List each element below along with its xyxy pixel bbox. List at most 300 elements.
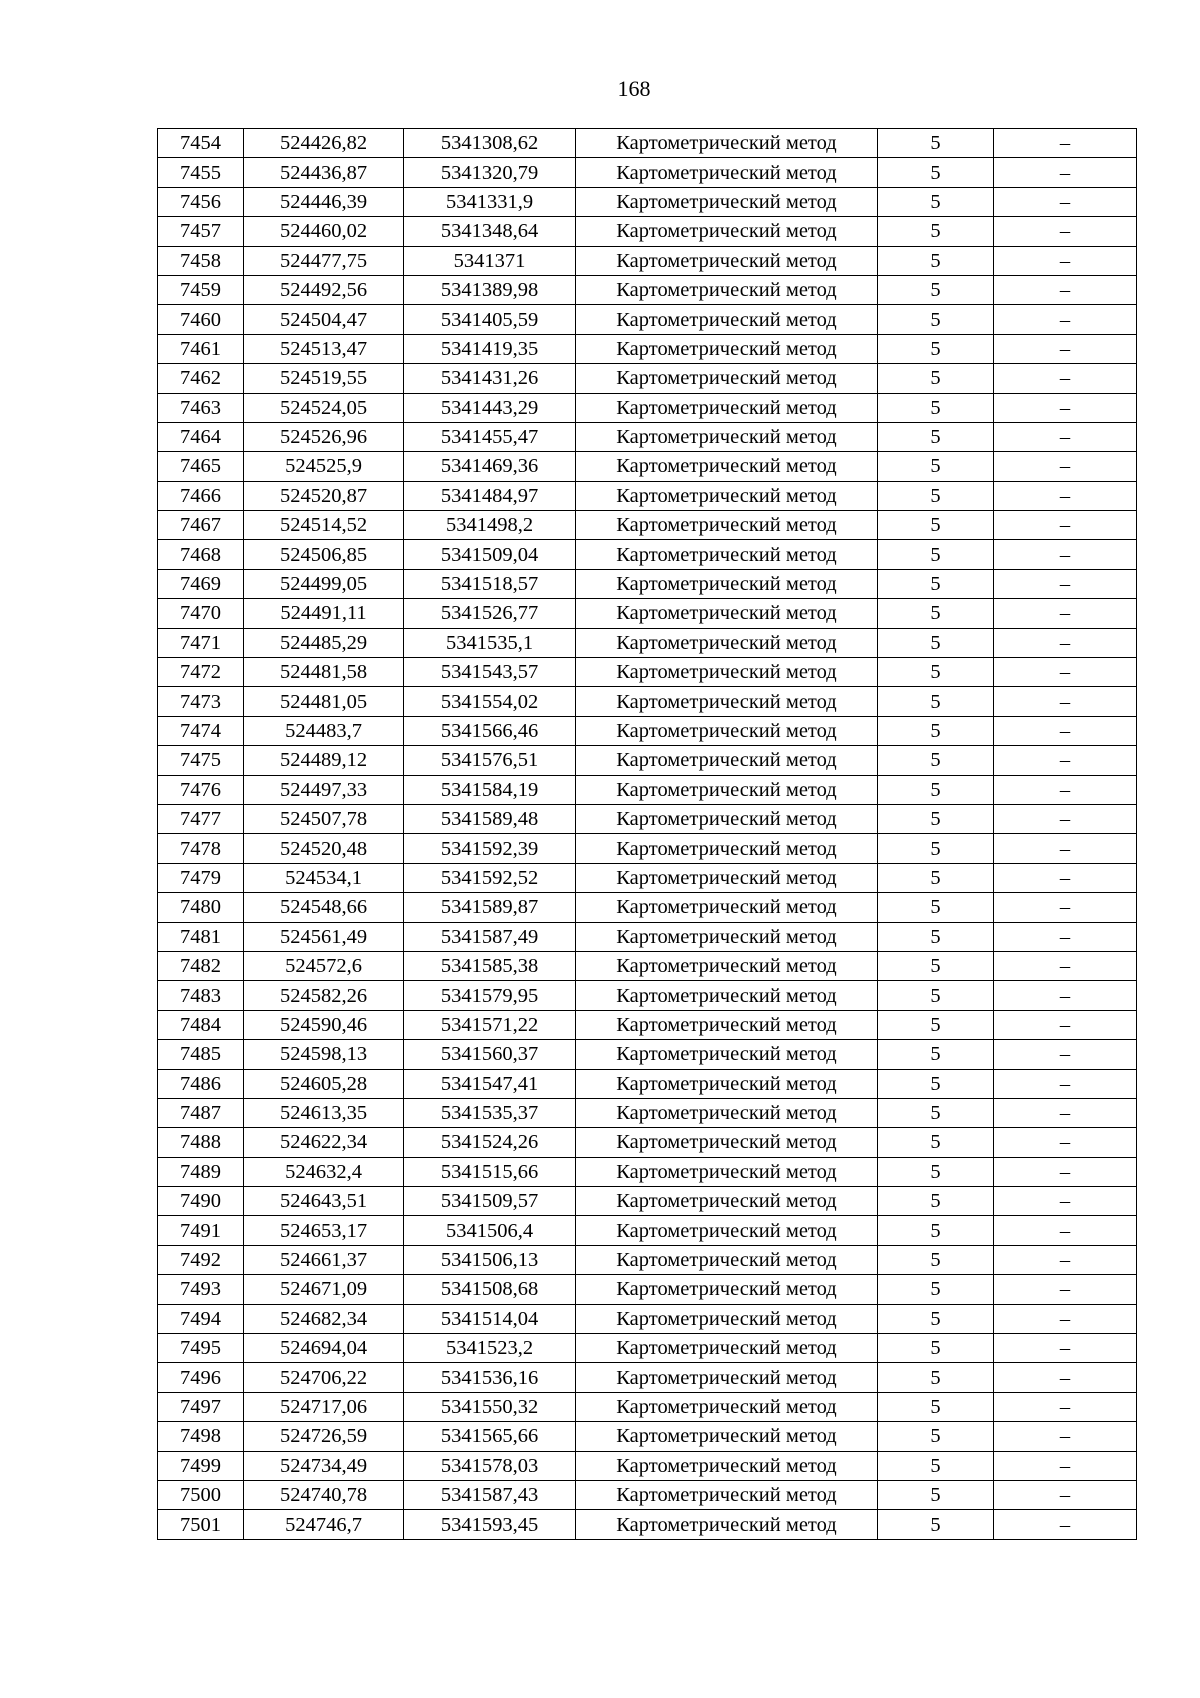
point-number-cell: 7469 xyxy=(158,569,244,598)
y-coordinate-cell: 5341535,37 xyxy=(404,1098,576,1127)
x-coordinate-cell: 524534,1 xyxy=(244,863,404,892)
precision-cell: 5 xyxy=(878,1275,994,1304)
point-number-cell: 7461 xyxy=(158,334,244,363)
note-cell: – xyxy=(994,1304,1137,1333)
y-coordinate-cell: 5341498,2 xyxy=(404,511,576,540)
method-cell: Картометрический метод xyxy=(576,1451,878,1480)
x-coordinate-cell: 524746,7 xyxy=(244,1510,404,1539)
x-coordinate-cell: 524519,55 xyxy=(244,364,404,393)
note-cell: – xyxy=(994,658,1137,687)
note-cell: – xyxy=(994,129,1137,158)
precision-cell: 5 xyxy=(878,1245,994,1274)
coordinates-table xyxy=(157,128,1137,1540)
x-coordinate-cell: 524582,26 xyxy=(244,981,404,1010)
x-coordinate-cell: 524726,59 xyxy=(244,1422,404,1451)
method-cell: Картометрический метод xyxy=(576,1128,878,1157)
method-cell: Картометрический метод xyxy=(576,599,878,628)
precision-cell: 5 xyxy=(878,129,994,158)
precision-cell: 5 xyxy=(878,863,994,892)
precision-cell: 5 xyxy=(878,305,994,334)
precision-cell: 5 xyxy=(878,481,994,510)
method-cell: Картометрический метод xyxy=(576,158,878,187)
y-coordinate-cell: 5341506,4 xyxy=(404,1216,576,1245)
table-row xyxy=(158,540,1137,569)
note-cell: – xyxy=(994,775,1137,804)
x-coordinate-cell: 524460,02 xyxy=(244,217,404,246)
precision-cell: 5 xyxy=(878,1010,994,1039)
method-cell: Картометрический метод xyxy=(576,1363,878,1392)
note-cell: – xyxy=(994,1098,1137,1127)
x-coordinate-cell: 524734,49 xyxy=(244,1451,404,1480)
method-cell: Картометрический метод xyxy=(576,1069,878,1098)
precision-cell: 5 xyxy=(878,158,994,187)
note-cell: – xyxy=(994,1510,1137,1539)
x-coordinate-cell: 524426,82 xyxy=(244,129,404,158)
precision-cell: 5 xyxy=(878,393,994,422)
precision-cell: 5 xyxy=(878,834,994,863)
precision-cell: 5 xyxy=(878,569,994,598)
y-coordinate-cell: 5341484,97 xyxy=(404,481,576,510)
x-coordinate-cell: 524605,28 xyxy=(244,1069,404,1098)
table-row xyxy=(158,187,1137,216)
table-row xyxy=(158,716,1137,745)
x-coordinate-cell: 524524,05 xyxy=(244,393,404,422)
precision-cell: 5 xyxy=(878,1451,994,1480)
x-coordinate-cell: 524590,46 xyxy=(244,1010,404,1039)
table-row xyxy=(158,1069,1137,1098)
table-row xyxy=(158,628,1137,657)
table-row xyxy=(158,364,1137,393)
precision-cell: 5 xyxy=(878,951,994,980)
x-coordinate-cell: 524492,56 xyxy=(244,275,404,304)
y-coordinate-cell: 5341589,48 xyxy=(404,804,576,833)
y-coordinate-cell: 5341587,49 xyxy=(404,922,576,951)
precision-cell: 5 xyxy=(878,1187,994,1216)
table-row xyxy=(158,1157,1137,1186)
table-row xyxy=(158,1216,1137,1245)
point-number-cell: 7496 xyxy=(158,1363,244,1392)
method-cell: Картометрический метод xyxy=(576,746,878,775)
note-cell: – xyxy=(994,1451,1137,1480)
y-coordinate-cell: 5341526,77 xyxy=(404,599,576,628)
table-row xyxy=(158,481,1137,510)
note-cell: – xyxy=(994,217,1137,246)
precision-cell: 5 xyxy=(878,599,994,628)
method-cell: Картометрический метод xyxy=(576,893,878,922)
point-number-cell: 7470 xyxy=(158,599,244,628)
point-number-cell: 7487 xyxy=(158,1098,244,1127)
precision-cell: 5 xyxy=(878,246,994,275)
table-row xyxy=(158,217,1137,246)
x-coordinate-cell: 524520,87 xyxy=(244,481,404,510)
note-cell: – xyxy=(994,1480,1137,1509)
x-coordinate-cell: 524514,52 xyxy=(244,511,404,540)
y-coordinate-cell: 5341419,35 xyxy=(404,334,576,363)
note-cell: – xyxy=(994,1422,1137,1451)
note-cell: – xyxy=(994,981,1137,1010)
y-coordinate-cell: 5341509,04 xyxy=(404,540,576,569)
y-coordinate-cell: 5341514,04 xyxy=(404,1304,576,1333)
x-coordinate-cell: 524491,11 xyxy=(244,599,404,628)
precision-cell: 5 xyxy=(878,893,994,922)
precision-cell: 5 xyxy=(878,804,994,833)
note-cell: – xyxy=(994,1245,1137,1274)
point-number-cell: 7501 xyxy=(158,1510,244,1539)
x-coordinate-cell: 524613,35 xyxy=(244,1098,404,1127)
x-coordinate-cell: 524446,39 xyxy=(244,187,404,216)
table-row xyxy=(158,246,1137,275)
point-number-cell: 7491 xyxy=(158,1216,244,1245)
table-row xyxy=(158,1363,1137,1392)
precision-cell: 5 xyxy=(878,187,994,216)
x-coordinate-cell: 524497,33 xyxy=(244,775,404,804)
point-number-cell: 7478 xyxy=(158,834,244,863)
precision-cell: 5 xyxy=(878,217,994,246)
point-number-cell: 7457 xyxy=(158,217,244,246)
point-number-cell: 7494 xyxy=(158,1304,244,1333)
note-cell: – xyxy=(994,1128,1137,1157)
point-number-cell: 7483 xyxy=(158,981,244,1010)
y-coordinate-cell: 5341543,57 xyxy=(404,658,576,687)
precision-cell: 5 xyxy=(878,716,994,745)
x-coordinate-cell: 524499,05 xyxy=(244,569,404,598)
method-cell: Картометрический метод xyxy=(576,775,878,804)
method-cell: Картометрический метод xyxy=(576,1275,878,1304)
note-cell: – xyxy=(994,246,1137,275)
x-coordinate-cell: 524671,09 xyxy=(244,1275,404,1304)
note-cell: – xyxy=(994,422,1137,451)
note-cell: – xyxy=(994,1010,1137,1039)
method-cell: Картометрический метод xyxy=(576,1157,878,1186)
method-cell: Картометрический метод xyxy=(576,981,878,1010)
method-cell: Картометрический метод xyxy=(576,569,878,598)
y-coordinate-cell: 5341554,02 xyxy=(404,687,576,716)
table-row xyxy=(158,1275,1137,1304)
table-row xyxy=(158,393,1137,422)
table-row xyxy=(158,951,1137,980)
method-cell: Картометрический метод xyxy=(576,863,878,892)
precision-cell: 5 xyxy=(878,1040,994,1069)
method-cell: Картометрический метод xyxy=(576,922,878,951)
table-row xyxy=(158,422,1137,451)
point-number-cell: 7482 xyxy=(158,951,244,980)
precision-cell: 5 xyxy=(878,1098,994,1127)
method-cell: Картометрический метод xyxy=(576,1098,878,1127)
x-coordinate-cell: 524520,48 xyxy=(244,834,404,863)
method-cell: Картометрический метод xyxy=(576,246,878,275)
method-cell: Картометрический метод xyxy=(576,481,878,510)
table-row xyxy=(158,1392,1137,1421)
page-number: 168 xyxy=(617,76,651,101)
y-coordinate-cell: 5341469,36 xyxy=(404,452,576,481)
method-cell: Картометрический метод xyxy=(576,364,878,393)
y-coordinate-cell: 5341506,13 xyxy=(404,1245,576,1274)
method-cell: Картометрический метод xyxy=(576,422,878,451)
x-coordinate-cell: 524506,85 xyxy=(244,540,404,569)
x-coordinate-cell: 524481,05 xyxy=(244,687,404,716)
method-cell: Картометрический метод xyxy=(576,1422,878,1451)
table-row xyxy=(158,452,1137,481)
method-cell: Картометрический метод xyxy=(576,658,878,687)
note-cell: – xyxy=(994,540,1137,569)
x-coordinate-cell: 524598,13 xyxy=(244,1040,404,1069)
x-coordinate-cell: 524740,78 xyxy=(244,1480,404,1509)
point-number-cell: 7497 xyxy=(158,1392,244,1421)
precision-cell: 5 xyxy=(878,1157,994,1186)
note-cell: – xyxy=(994,1157,1137,1186)
precision-cell: 5 xyxy=(878,540,994,569)
table-row xyxy=(158,863,1137,892)
x-coordinate-cell: 524481,58 xyxy=(244,658,404,687)
table-row xyxy=(158,981,1137,1010)
table-row xyxy=(158,1510,1137,1539)
x-coordinate-cell: 524643,51 xyxy=(244,1187,404,1216)
y-coordinate-cell: 5341535,1 xyxy=(404,628,576,657)
y-coordinate-cell: 5341431,26 xyxy=(404,364,576,393)
point-number-cell: 7473 xyxy=(158,687,244,716)
table-row xyxy=(158,1480,1137,1509)
table-row xyxy=(158,599,1137,628)
table-row xyxy=(158,1187,1137,1216)
precision-cell: 5 xyxy=(878,1480,994,1509)
method-cell: Картометрический метод xyxy=(576,187,878,216)
point-number-cell: 7465 xyxy=(158,452,244,481)
table-row xyxy=(158,1422,1137,1451)
note-cell: – xyxy=(994,716,1137,745)
point-number-cell: 7472 xyxy=(158,658,244,687)
table-row xyxy=(158,922,1137,951)
table-row xyxy=(158,658,1137,687)
method-cell: Картометрический метод xyxy=(576,1040,878,1069)
note-cell: – xyxy=(994,1216,1137,1245)
method-cell: Картометрический метод xyxy=(576,628,878,657)
y-coordinate-cell: 5341348,64 xyxy=(404,217,576,246)
method-cell: Картометрический метод xyxy=(576,1304,878,1333)
point-number-cell: 7486 xyxy=(158,1069,244,1098)
y-coordinate-cell: 5341455,47 xyxy=(404,422,576,451)
note-cell: – xyxy=(994,1275,1137,1304)
point-number-cell: 7459 xyxy=(158,275,244,304)
note-cell: – xyxy=(994,863,1137,892)
note-cell: – xyxy=(994,628,1137,657)
note-cell: – xyxy=(994,951,1137,980)
point-number-cell: 7463 xyxy=(158,393,244,422)
precision-cell: 5 xyxy=(878,1069,994,1098)
precision-cell: 5 xyxy=(878,687,994,716)
point-number-cell: 7466 xyxy=(158,481,244,510)
table-row xyxy=(158,775,1137,804)
precision-cell: 5 xyxy=(878,1304,994,1333)
coordinates-table-body xyxy=(158,129,1137,1540)
method-cell: Картометрический метод xyxy=(576,1187,878,1216)
point-number-cell: 7488 xyxy=(158,1128,244,1157)
point-number-cell: 7460 xyxy=(158,305,244,334)
precision-cell: 5 xyxy=(878,1510,994,1539)
note-cell: – xyxy=(994,334,1137,363)
table-row xyxy=(158,129,1137,158)
note-cell: – xyxy=(994,275,1137,304)
method-cell: Картометрический метод xyxy=(576,1480,878,1509)
x-coordinate-cell: 524661,37 xyxy=(244,1245,404,1274)
table-row xyxy=(158,158,1137,187)
point-number-cell: 7454 xyxy=(158,129,244,158)
x-coordinate-cell: 524632,4 xyxy=(244,1157,404,1186)
x-coordinate-cell: 524525,9 xyxy=(244,452,404,481)
precision-cell: 5 xyxy=(878,658,994,687)
point-number-cell: 7462 xyxy=(158,364,244,393)
table-row xyxy=(158,1128,1137,1157)
method-cell: Картометрический метод xyxy=(576,334,878,363)
precision-cell: 5 xyxy=(878,1392,994,1421)
method-cell: Картометрический метод xyxy=(576,129,878,158)
x-coordinate-cell: 524706,22 xyxy=(244,1363,404,1392)
y-coordinate-cell: 5341320,79 xyxy=(404,158,576,187)
point-number-cell: 7495 xyxy=(158,1334,244,1363)
note-cell: – xyxy=(994,1069,1137,1098)
y-coordinate-cell: 5341308,62 xyxy=(404,129,576,158)
note-cell: – xyxy=(994,187,1137,216)
y-coordinate-cell: 5341585,38 xyxy=(404,951,576,980)
precision-cell: 5 xyxy=(878,334,994,363)
note-cell: – xyxy=(994,1187,1137,1216)
note-cell: – xyxy=(994,305,1137,334)
y-coordinate-cell: 5341560,37 xyxy=(404,1040,576,1069)
note-cell: – xyxy=(994,393,1137,422)
point-number-cell: 7484 xyxy=(158,1010,244,1039)
method-cell: Картометрический метод xyxy=(576,1510,878,1539)
x-coordinate-cell: 524653,17 xyxy=(244,1216,404,1245)
precision-cell: 5 xyxy=(878,922,994,951)
precision-cell: 5 xyxy=(878,628,994,657)
method-cell: Картометрический метод xyxy=(576,804,878,833)
table-row xyxy=(158,305,1137,334)
point-number-cell: 7468 xyxy=(158,540,244,569)
precision-cell: 5 xyxy=(878,275,994,304)
point-number-cell: 7475 xyxy=(158,746,244,775)
y-coordinate-cell: 5341515,66 xyxy=(404,1157,576,1186)
y-coordinate-cell: 5341518,57 xyxy=(404,569,576,598)
note-cell: – xyxy=(994,1363,1137,1392)
y-coordinate-cell: 5341443,29 xyxy=(404,393,576,422)
table-row xyxy=(158,687,1137,716)
point-number-cell: 7490 xyxy=(158,1187,244,1216)
method-cell: Картометрический метод xyxy=(576,1245,878,1274)
table-row xyxy=(158,893,1137,922)
note-cell: – xyxy=(994,599,1137,628)
y-coordinate-cell: 5341578,03 xyxy=(404,1451,576,1480)
x-coordinate-cell: 524513,47 xyxy=(244,334,404,363)
y-coordinate-cell: 5341509,57 xyxy=(404,1187,576,1216)
point-number-cell: 7458 xyxy=(158,246,244,275)
y-coordinate-cell: 5341547,41 xyxy=(404,1069,576,1098)
point-number-cell: 7481 xyxy=(158,922,244,951)
y-coordinate-cell: 5341576,51 xyxy=(404,746,576,775)
x-coordinate-cell: 524436,87 xyxy=(244,158,404,187)
point-number-cell: 7499 xyxy=(158,1451,244,1480)
method-cell: Картометрический метод xyxy=(576,716,878,745)
point-number-cell: 7456 xyxy=(158,187,244,216)
note-cell: – xyxy=(994,452,1137,481)
point-number-cell: 7477 xyxy=(158,804,244,833)
point-number-cell: 7455 xyxy=(158,158,244,187)
method-cell: Картометрический метод xyxy=(576,951,878,980)
note-cell: – xyxy=(994,1040,1137,1069)
table-row xyxy=(158,334,1137,363)
note-cell: – xyxy=(994,834,1137,863)
method-cell: Картометрический метод xyxy=(576,687,878,716)
precision-cell: 5 xyxy=(878,1128,994,1157)
y-coordinate-cell: 5341587,43 xyxy=(404,1480,576,1509)
y-coordinate-cell: 5341405,59 xyxy=(404,305,576,334)
table-row xyxy=(158,1040,1137,1069)
x-coordinate-cell: 524622,34 xyxy=(244,1128,404,1157)
precision-cell: 5 xyxy=(878,746,994,775)
y-coordinate-cell: 5341584,19 xyxy=(404,775,576,804)
y-coordinate-cell: 5341536,16 xyxy=(404,1363,576,1392)
note-cell: – xyxy=(994,893,1137,922)
precision-cell: 5 xyxy=(878,511,994,540)
table-row xyxy=(158,1010,1137,1039)
table-row xyxy=(158,1304,1137,1333)
y-coordinate-cell: 5341524,26 xyxy=(404,1128,576,1157)
note-cell: – xyxy=(994,1334,1137,1363)
precision-cell: 5 xyxy=(878,422,994,451)
point-number-cell: 7479 xyxy=(158,863,244,892)
y-coordinate-cell: 5341589,87 xyxy=(404,893,576,922)
y-coordinate-cell: 5341566,46 xyxy=(404,716,576,745)
method-cell: Картометрический метод xyxy=(576,511,878,540)
method-cell: Картометрический метод xyxy=(576,1010,878,1039)
x-coordinate-cell: 524489,12 xyxy=(244,746,404,775)
table-row xyxy=(158,275,1137,304)
point-number-cell: 7467 xyxy=(158,511,244,540)
method-cell: Картометрический метод xyxy=(576,1392,878,1421)
x-coordinate-cell: 524485,29 xyxy=(244,628,404,657)
table-row xyxy=(158,1451,1137,1480)
point-number-cell: 7480 xyxy=(158,893,244,922)
note-cell: – xyxy=(994,804,1137,833)
y-coordinate-cell: 5341593,45 xyxy=(404,1510,576,1539)
y-coordinate-cell: 5341508,68 xyxy=(404,1275,576,1304)
x-coordinate-cell: 524561,49 xyxy=(244,922,404,951)
precision-cell: 5 xyxy=(878,452,994,481)
table-row xyxy=(158,804,1137,833)
precision-cell: 5 xyxy=(878,1216,994,1245)
note-cell: – xyxy=(994,158,1137,187)
note-cell: – xyxy=(994,511,1137,540)
point-number-cell: 7485 xyxy=(158,1040,244,1069)
x-coordinate-cell: 524682,34 xyxy=(244,1304,404,1333)
table-row xyxy=(158,1245,1137,1274)
note-cell: – xyxy=(994,922,1137,951)
method-cell: Картометрический метод xyxy=(576,305,878,334)
y-coordinate-cell: 5341331,9 xyxy=(404,187,576,216)
note-cell: – xyxy=(994,569,1137,598)
method-cell: Картометрический метод xyxy=(576,540,878,569)
precision-cell: 5 xyxy=(878,364,994,393)
point-number-cell: 7474 xyxy=(158,716,244,745)
method-cell: Картометрический метод xyxy=(576,393,878,422)
y-coordinate-cell: 5341592,39 xyxy=(404,834,576,863)
y-coordinate-cell: 5341371 xyxy=(404,246,576,275)
table-row xyxy=(158,511,1137,540)
method-cell: Картометрический метод xyxy=(576,217,878,246)
point-number-cell: 7464 xyxy=(158,422,244,451)
note-cell: – xyxy=(994,687,1137,716)
x-coordinate-cell: 524477,75 xyxy=(244,246,404,275)
note-cell: – xyxy=(994,746,1137,775)
y-coordinate-cell: 5341571,22 xyxy=(404,1010,576,1039)
